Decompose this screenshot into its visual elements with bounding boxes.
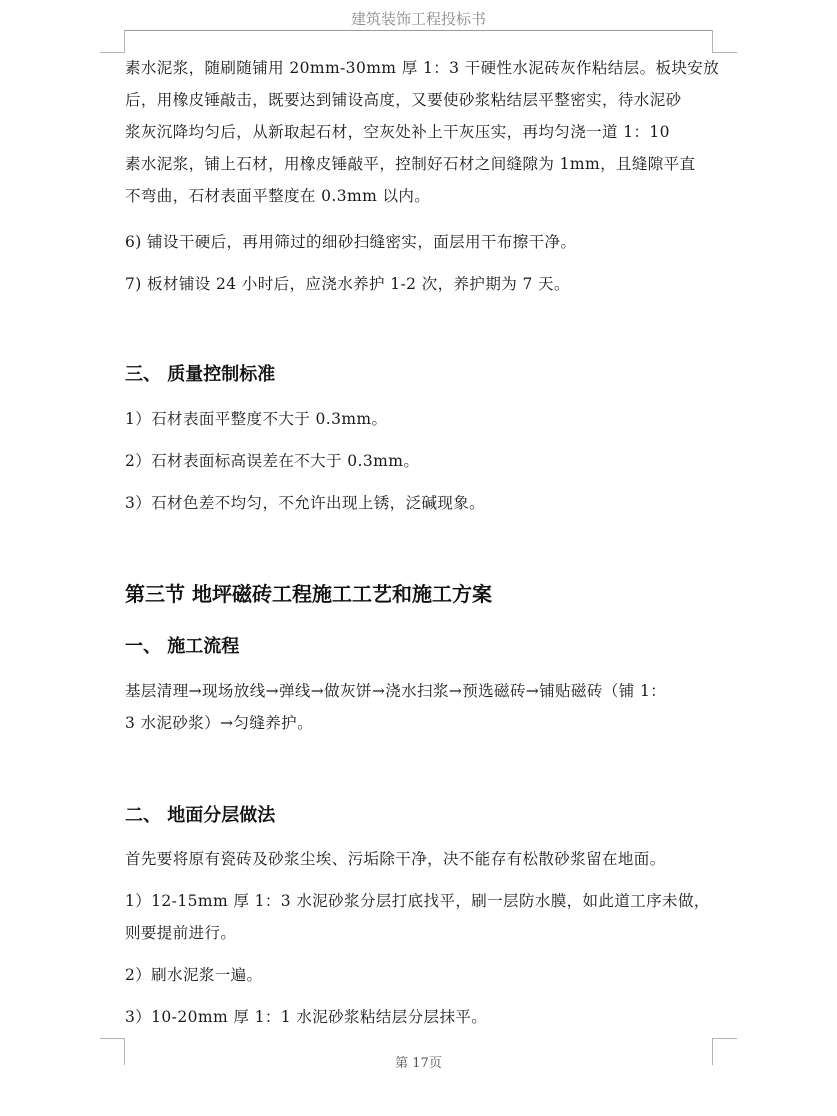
layers-intro: 首先要将原有瓷砖及砂浆尘埃、污垢除干净，决不能存有松散砂浆留在地面。 <box>125 850 666 868</box>
text-line: 后，用橡皮锤敲击，既要达到铺设高度，又要使砂浆粘结层平整密实，待水泥砂 <box>125 91 682 109</box>
crop-mark-top-left <box>100 30 125 53</box>
construction-flow <box>125 675 715 739</box>
text-line: 浆灰沉降均匀后，从新取起石材，空灰处补上干灰压实，再均匀浇一道 1：10 <box>125 123 670 141</box>
quality-item-3: 3）石材色差不均匀，不允许出现上锈，泛碱现象。 <box>125 494 486 512</box>
text-line: 则要提前进行。 <box>125 924 237 942</box>
step-7: 7) 板材铺设 24 小时后，应浇水养护 1-2 次，养护期为 7 天。 <box>125 275 570 293</box>
quality-item-2: 2）石材表面标高误差在不大于 0.3mm。 <box>125 452 420 470</box>
document-header-title: 建筑装饰工程投标书 <box>350 10 486 28</box>
layer-3: 3）10-20mm 厚 1：1 水泥砂浆粘结层分层抹平。 <box>125 1008 488 1026</box>
layer-2: 2）刷水泥浆一遍。 <box>125 966 263 984</box>
heading-floor-layers: 二、 地面分层做法 <box>125 805 276 826</box>
crop-mark-top-right <box>712 30 737 53</box>
text-line: 基层清理→现场放线→弹线→做灰饼→浇水扫浆→预选磁砖→铺贴磁砖（铺 1： <box>125 682 667 700</box>
text-line: 不弯曲，石材表面平整度在 0.3mm 以内。 <box>125 187 431 205</box>
text-line: 3 水泥砂浆）→匀缝养护。 <box>125 714 313 732</box>
header-rule <box>124 30 713 31</box>
step-6: 6) 铺设干硬后，再用筛过的细砂扫缝密实，面层用干布擦干净。 <box>125 233 577 251</box>
heading-construction-flow: 一、 施工流程 <box>125 636 240 657</box>
text-line: 1）12-15mm 厚 1：3 水泥砂浆分层打底找平，刷一层防水膜，如此道工序未做， <box>125 892 710 910</box>
text-line: 素水泥浆，随刷随铺用 20mm-30mm 厚 1：3 干硬性水泥砖灰作粘结层。板块安放 <box>125 59 720 77</box>
section-3-title: 第三节 地坪磁砖工程施工工艺和施工方案 <box>125 582 492 606</box>
paragraph-continued <box>125 52 720 212</box>
layer-1 <box>125 885 715 949</box>
quality-item-1: 1）石材表面平整度不大于 0.3mm。 <box>125 410 388 428</box>
text-line: 素水泥浆，铺上石材，用橡皮锤敲平，控制好石材之间缝隙为 1mm，且缝隙平直 <box>125 155 696 173</box>
page-number: 第 17页 <box>395 1056 442 1071</box>
heading-quality-standards: 三、 质量控制标准 <box>125 364 276 385</box>
